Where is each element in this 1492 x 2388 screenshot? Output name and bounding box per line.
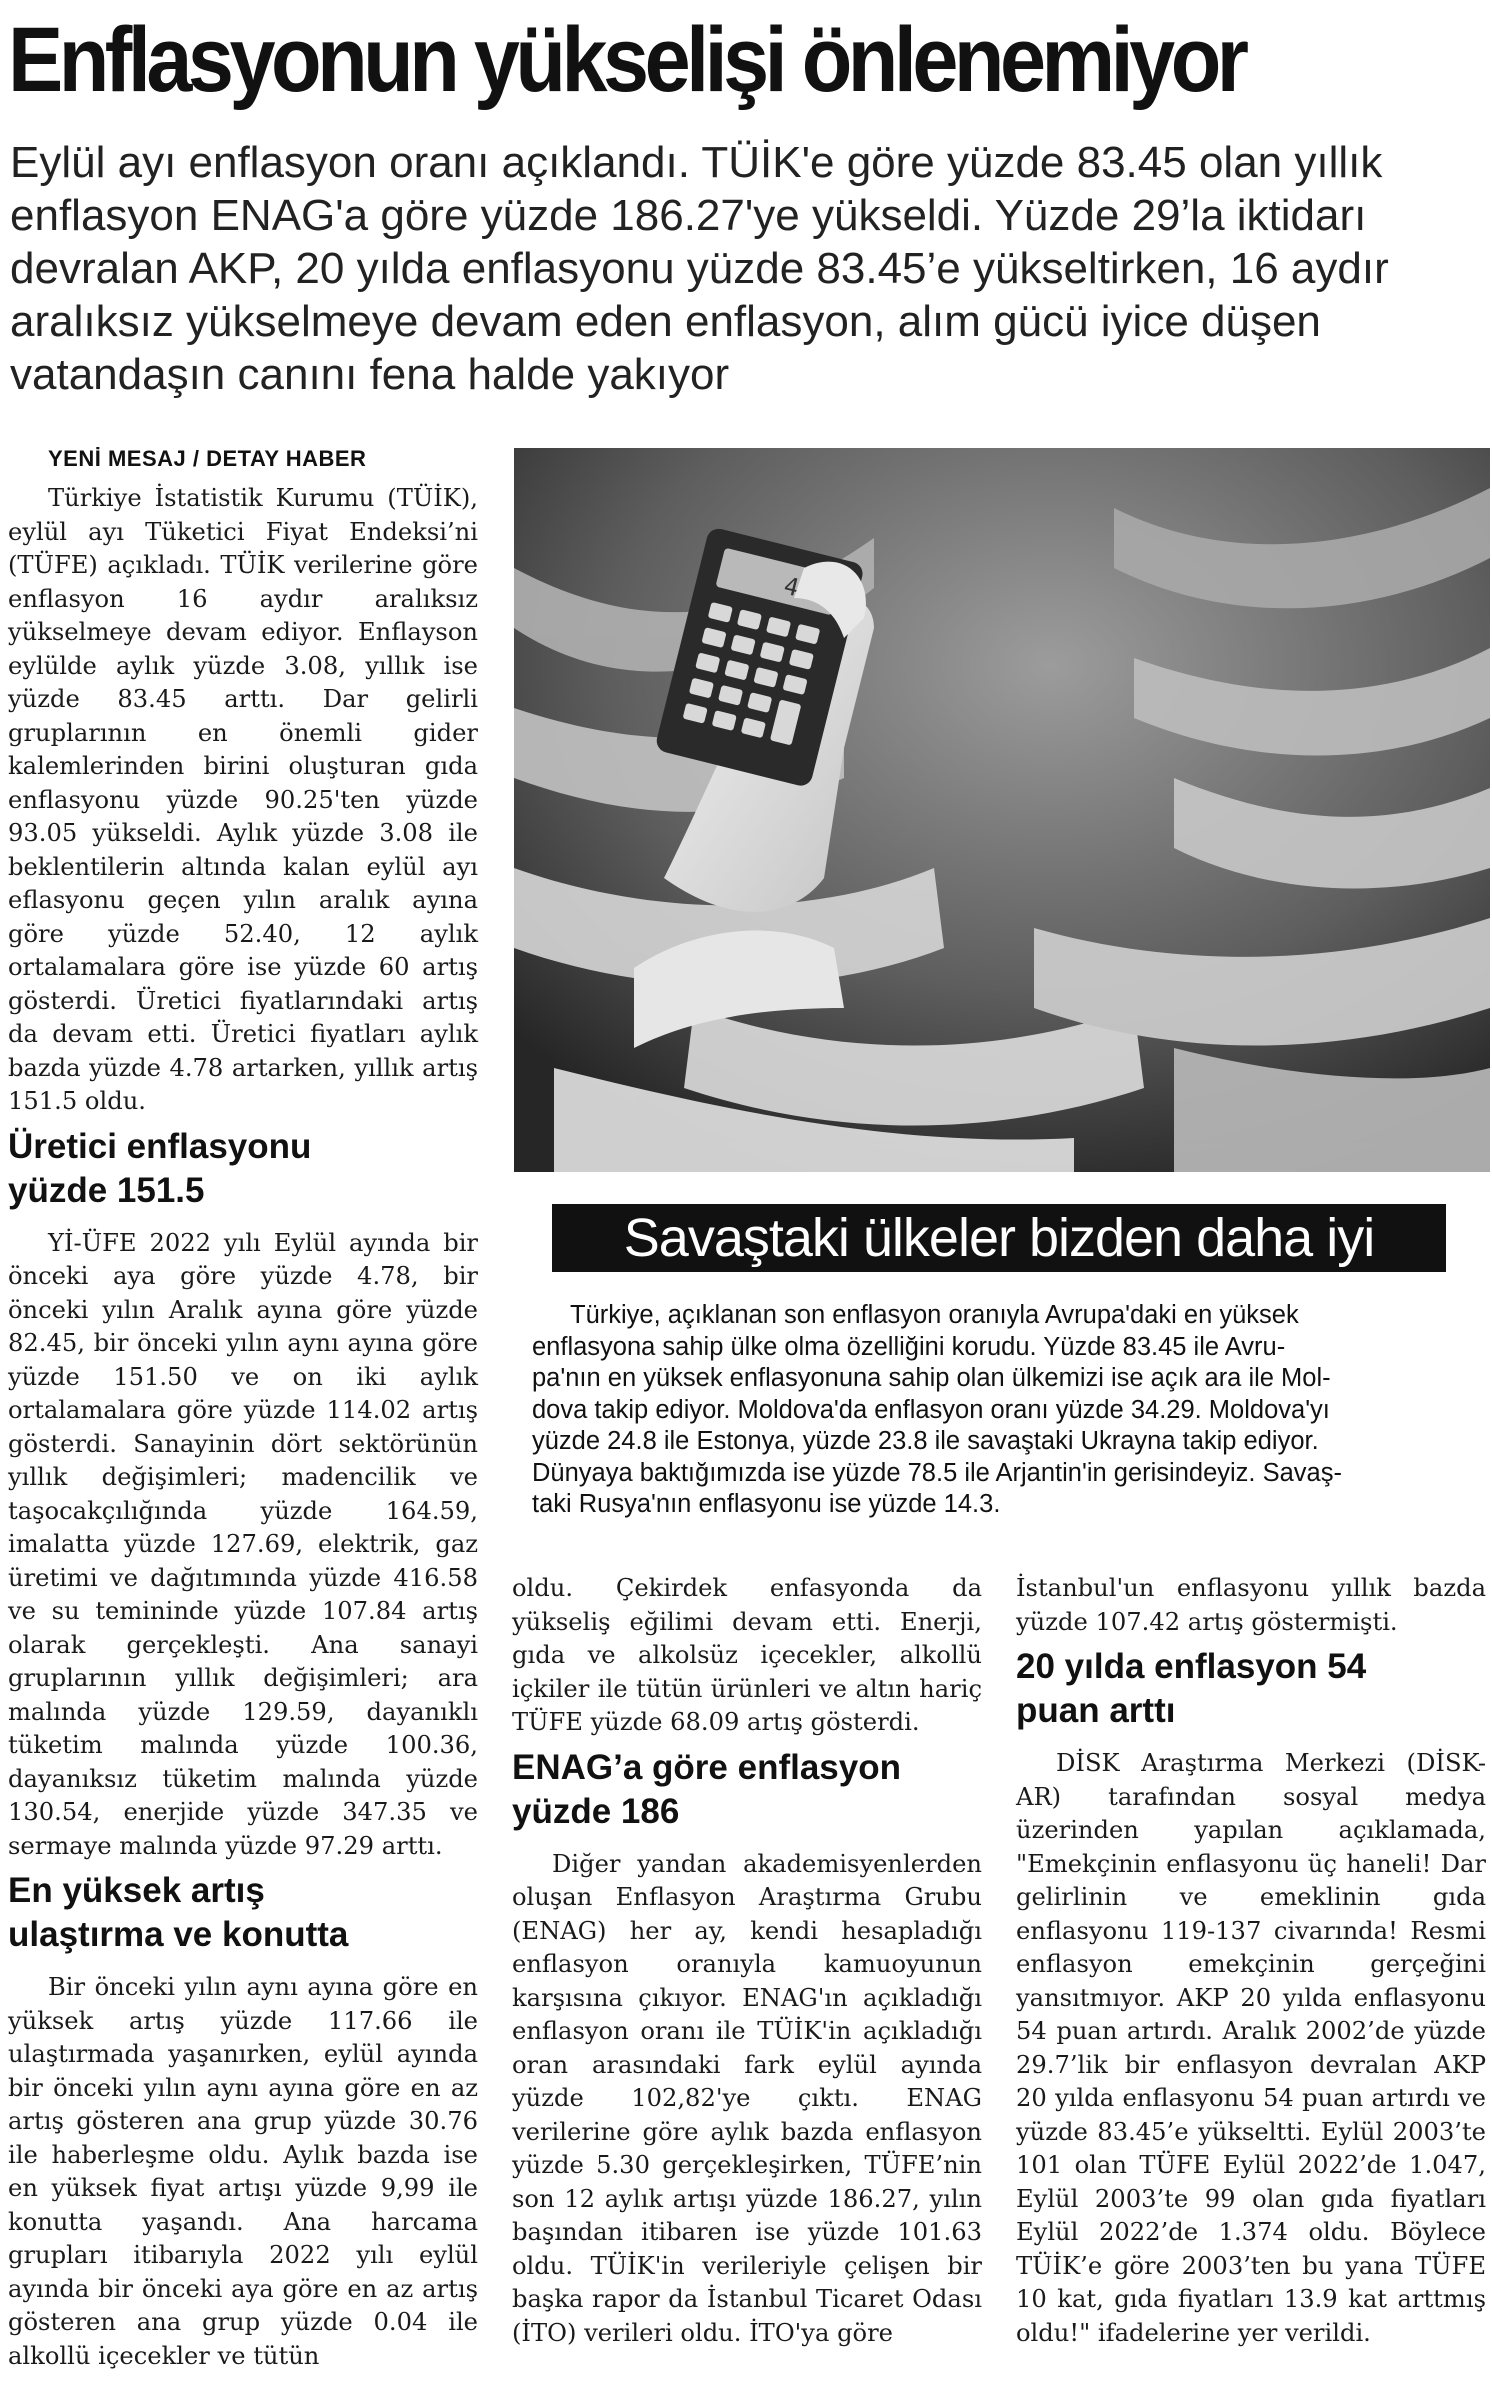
photo-illustration [514,448,1490,1172]
col1-subheading-1: Üretici enflasyonu yüzde 151.5 [8,1126,312,1210]
col3-subheading-1: 20 yılda enflasyon 54 puan arttı [1016,1647,1367,1730]
col2-paragraph-1: oldu. Çekirdek enfasyonda da yükseliş eğilimi devam etti. Enerji, gıda ve alkolsüz içecekler, alkollü içkiler ile tütün ürünleri ve altın hariç TÜFE yüzde 68.09 artış gösterdi. [512,1574,982,1736]
box-line: taki Rusya'nın enflasyonu ise yüzde 14.3. [532,1490,1001,1518]
col1-paragraph-1: Türkiye İstatistik Kurumu (TÜİK), eylül ayı Tüketici Fiyat Endeksi’ni (TÜFE) açıkladı. TÜİK verilerine göre enflasyon 16 aydır aralıksız yükselmeye devam ediyor. Enflayson eylülde aylık yüzde 3.08, yıllık ise yüzde 83.45 arttı. Dar gelirli gruplarının en önemli gider kalemlerinden birini oluşturan gıda enflasyonu yüzde 90.25'ten yüzde 93.05 yükseldi. Aylık yüzde 3.08 ile beklentilerin altında kalan eylül ayı eflasyonu geçen yılın aralık ayına göre yüzde 52.40, 12 aylık ortalamalara göre ise yüzde 60 artış gösterdi. Üretici fiyatlarındaki artış da devam etti. Üretici fiyatları aylık bazda yüzde 4.78 artarken, yıllık artış 151.5 oldu. [8,484,478,1115]
box-line: dova takip ediyor. Moldova'da enflasyon oranı yüzde 34.29. Moldova'yı [532,1395,1330,1424]
column-3 [1016,1572,1486,2350]
col2-subheading-1: ENAG’a göre enflasyon yüzde 186 [512,1747,901,1831]
box-title: Savaştaki ülkeler bizden daha iyi [552,1204,1446,1272]
box-line: Türkiye, açıklanan son enflasyon oranıyla Avrupa'daki en yüksek [570,1301,1299,1329]
box-line: enflasyona sahip ülke olma özelliğini korudu. Yüzde 83.45 ile Avru- [532,1332,1286,1361]
photo-calculator-produce [514,448,1490,1172]
col1-subheading-2: En yüksek artış ulaştırma ve konutta [8,1871,349,1954]
col1-paragraph-2: Yİ-ÜFE 2022 yılı Eylül ayında bir önceki aya göre yüzde 4.78, bir önceki yılın Aralık ayına göre yüzde 82.45, bir önceki yılın aynı ayına göre yüzde 151.50 ve on iki aylık ortalamalara göre yüzde 114.02 artış gösterdi. Sanayinin dört sektörünün yıllık değişimleri; madencilik ve taşocakçılığında yüzde 164.59, imalatta yüzde 127.69, elektrik, gaz üretimi ve dağıtımında yüzde 416.58 ve su temininde yüzde 107.84 artış olarak gerçekleşti. Ana sanayi gruplarının yıllık değişimleri; ara malında yüzde 129.59, dayanıklı tüketim malında yüzde 100.36, dayanıksız tüketim malında yüzde 130.54, enerjide yüzde 347.35 ve sermaye malında yüzde 97.29 arttı. [8,1228,478,1860]
col3-paragraph-2: DİSK Araştırma Merkezi (DİSK-AR) tarafından sosyal medya üzerinden yapılan açıklamada, "Emekçinin enflasyonu üç haneli! Dar gelirlinin ve emeklinin gıda enflasyonu 119-137 civarında! Resmi enflasyon emekçinin gerçeğini yansıtmıyor. AKP 20 yılda enflasyonu 54 puan artırdı. Aralık 2002’de yüzde 29.7’lik bir enflasyon devralan AKP 20 yılda enflasyonu 54 puan artırdı ve yüzde 83.45’e yükseltti. Eylül 2003’te 101 olan TÜFE Eylül 2022’de 1.047, Eylül 2003’te 99 olan gıda fiyatları Eylül 2022’de 1.374 oldu. Böylece TÜİK’e göre 2003’ten bu yana TÜFE 10 kat, gıda fiyatları 13.9 kat arttmış oldu!" ifadelerine yer verildi. [1016,1749,1486,2347]
col3-paragraph-1: İstanbul'un enflasyonu yıllık bazda yüzde 107.42 artış göstermişti. [1016,1574,1486,1636]
headline: Enflasyonun yükselişi önlenemiyor [8,9,1245,111]
col1-paragraph-3: Bir önceki yılın aynı ayına göre en yüksek artış yüzde 117.66 ile ulaştırmada yaşanırken, eylül ayında bir önceki yılın aynı ayına göre en az artış gösteren ana grup yüzde 30.76 ile haberleşme oldu. Aylık bazda ise en yüksek fiyat artışı yüzde 9,99 ile konutta yaşandı. Ana harcama grupları itibarıyla 2022 yılı eylül ayında bir önceki aya göre en az artış gösteren ana grup yüzde 0.04 ile alkollü içecekler ve tütün [8,1973,478,2370]
column-2 [512,1572,982,2350]
deck: Eylül ayı enflasyon oranı açıklandı. TÜİK'e göre yüzde 83.45 olan yıllık enflasyon ENAG'a göre yüzde 186.27'ye yükseldi. Yüzde 29’la iktidarı devralan AKP, 20 yılda enflasyonu yüzde 83.45’e yükseltirken, 16 aydır aralıksız yükselmeye devam eden enflasyon, alım gücü iyice düşen vatandaşın canını fena halde yakıyor [10,138,1389,399]
box-text [532,1300,1468,1521]
box-line: yüzde 24.8 ile Estonya, yüzde 23.8 ile savaştaki Ukrayna takip ediyor. [532,1427,1319,1455]
column-1 [8,482,478,2373]
byline: YENİ MESAJ / DETAY HABER [48,446,367,471]
box-line: pa'nın en yüksek enflasyonuna sahip olan ülkemizi ise açık ara ile Mol- [532,1364,1331,1392]
box-line: Dünyaya baktığımızda ise yüzde 78.5 ile Arjantin'in gerisindeyiz. Savaş- [532,1458,1342,1487]
col2-paragraph-2: Diğer yandan akademisyenlerden oluşan Enflasyon Araştırma Grubu (ENAG) her ay, kendi hesapladığı enflasyon oranıyla kamuoyunun karşısına çıkıyor. ENAG'ın açıkladığı enflasyon oranı ile TÜİK'in açıkladığı oran arasındaki fark eylül ayında yüzde 102,82'ye çıktı. ENAG verilerine göre aylık bazda enflasyon yüzde 5.30 gerçekleşirken, TÜFE’nin son 12 aylık artışı yüzde 186.27, yılın başından itibaren ise yüzde 101.63 oldu. TÜİK'in verileriyle çelişen bir başka rapor da İstanbul Ticaret Odası (İTO) verileri oldu. İTO'ya göre [512,1849,982,2347]
